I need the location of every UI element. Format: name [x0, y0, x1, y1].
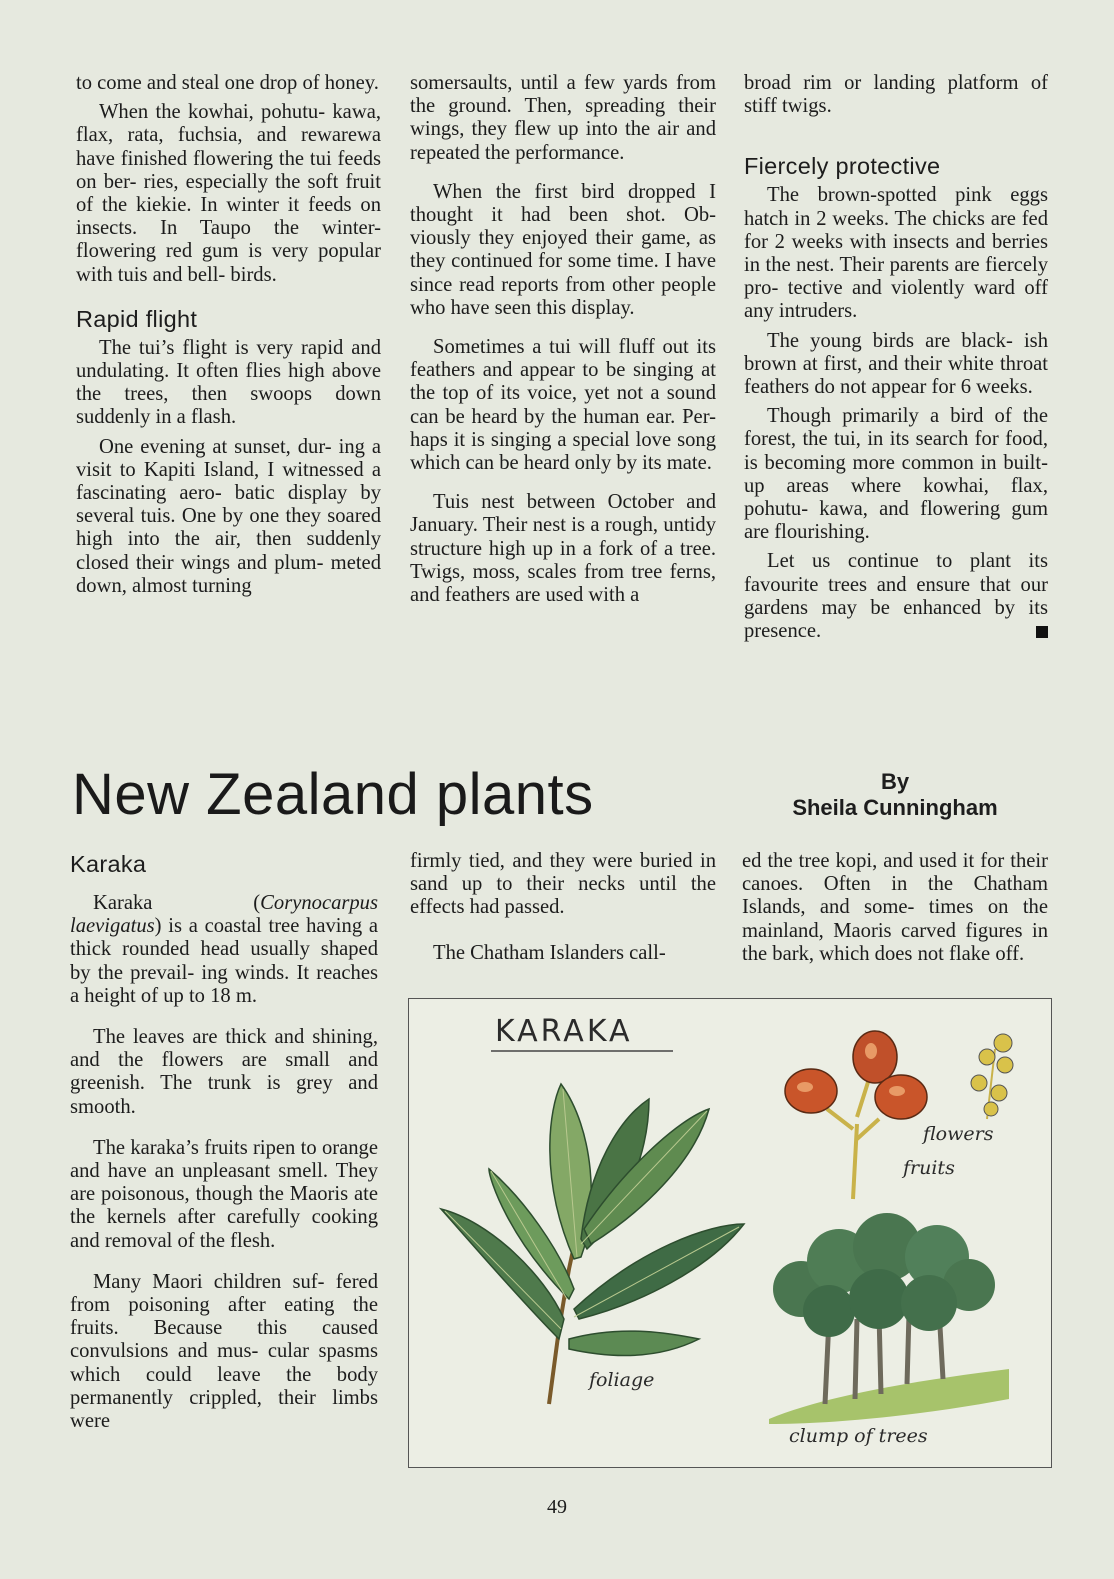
paragraph: The brown-spotted pink eggs hatch in 2 weeks. The chicks are fed for 2 weeks with insects and berries in the nest. Their parents are fiercely pro- tective and violently ward off any intruders. [744, 184, 1048, 323]
karaka-column-1 [70, 850, 378, 1433]
karaka-illustration [408, 998, 1052, 1468]
paragraph: The Chatham Islanders call- [433, 941, 666, 964]
paragraph: The karaka’s fruits ripen to orange and have an unpleasant smell. They are poisonous, though the Maoris ate the kernels after carefully cooking and removal of the flesh. [70, 1136, 378, 1252]
paragraph: Though primarily a bird of the forest, the tui, in its search for food, is becoming more common in built-up areas where kowhai, flax, pohutu- kawa, and flowering gum are flourishing. [744, 405, 1048, 544]
paragraph: firmly tied, and they were buried in sand up to their necks until the effects had passed. [410, 850, 716, 919]
karaka-column-2 [410, 850, 716, 965]
text: ) is a coastal tree having a thick rounded head usually shaped by the prevail- ing winds. It reaches a height of up to 18 m. [70, 915, 378, 1007]
paragraph: somersaults, until a few yards from the ground. Then, spreading their wings, they flew up into the air and repeated the performance. [410, 72, 716, 164]
karaka-drawing [409, 999, 1053, 1469]
byline-author: Sheila Cunningham [792, 795, 998, 820]
end-mark-icon [1036, 626, 1048, 638]
section-heading-karaka: Karaka [70, 851, 147, 877]
paragraph: Many Maori children suf- fered from poisoning after eating the fruits. Because this caused convulsions and mus- cular spasms which could leave the body permanently crippled, their limbs were [70, 1270, 378, 1433]
paragraph: Tuis nest between October and January. Their nest is a rough, untidy structure high up in a fork of a tree. Twigs, moss, scales from tree ferns, and feathers are used with a [410, 491, 716, 607]
paragraph: broad rim or landing platform of stiff twigs. [744, 72, 1048, 118]
paragraph: The young birds are black- ish brown at first, and their white throat feathers do not appear for 6 weeks. [744, 329, 1048, 399]
article-title: New Zealand plants [72, 762, 594, 827]
paragraph [70, 892, 378, 1008]
clump-of-trees-drawing [769, 1213, 1009, 1424]
paragraph: The tui’s flight is very rapid and undulating. It often flies high above the trees, then swoops down suddenly in a flash. [76, 336, 381, 429]
byline-by: By [880, 769, 910, 794]
paragraph: When the kowhai, pohutu- kawa, flax, rata, fuchsia, and rewarewa have finished flowering the tui feeds on ber- ries, especially the soft fruit of the kiekie. In winter it feeds on insects. In Taupo the winter- flowering red gum is very popular with tuis and bell- birds. [76, 101, 381, 286]
paragraph: When the first bird dropped I thought it had been shot. Ob- viously they enjoyed their game, as they continued for some time. I have since read reports from other people who have seen this display. [410, 180, 716, 319]
paragraph: One evening at sunset, dur- ing a visit to Kapiti Island, I witnessed a fascinating aero- batic display by several tuis. One by one they soared high into the air, then suddenly closed their wings and plum- meted down, almost turning [76, 435, 381, 597]
section-heading-rapid-flight: Rapid flight [76, 305, 198, 332]
illustration-heading: KARAKA [495, 1014, 633, 1049]
paragraph: The leaves are thick and shining, and the flowers are small and greenish. The trunk is grey and smooth. [70, 1026, 378, 1118]
label-clump-of-trees: clump of trees [789, 1425, 928, 1447]
paragraph-text: Let us continue to plant its favourite trees and ensure that our gardens may be enhanced by its presence. [744, 550, 1048, 643]
label-fruits: fruits [903, 1157, 955, 1179]
tui-column-3 [744, 72, 1048, 643]
label-flowers: flowers [923, 1123, 994, 1145]
byline [760, 769, 1030, 821]
section-heading-fiercely-protective: Fiercely protective [744, 153, 941, 180]
paragraph: Sometimes a tui will fluff out its feathers and appear to be singing at the top of its voice, yet not a sound can be heard by the human ear. Per- haps it is singing a special love song which can be heard only by its mate. [410, 336, 716, 475]
tui-column-2 [410, 72, 716, 607]
text: Karaka ( [93, 892, 261, 914]
tui-column-1 [76, 72, 381, 598]
page-number: 49 [547, 1496, 567, 1518]
label-foliage: foliage [589, 1369, 655, 1391]
paragraph: ed the tree kopi, and used it for their canoes. Often in the Chatham Islands, and some- times on the mainland, Maoris carved figures in the bark, which does not flake off. [742, 850, 1048, 965]
paragraph: to come and steal one drop of honey. [76, 72, 379, 94]
scientific-name: Corynocarpus laevigatus [70, 892, 378, 938]
flowers-drawing [971, 1034, 1013, 1119]
karaka-column-3 [742, 850, 1048, 966]
foliage-drawing [441, 1084, 744, 1404]
paragraph [744, 550, 1048, 643]
